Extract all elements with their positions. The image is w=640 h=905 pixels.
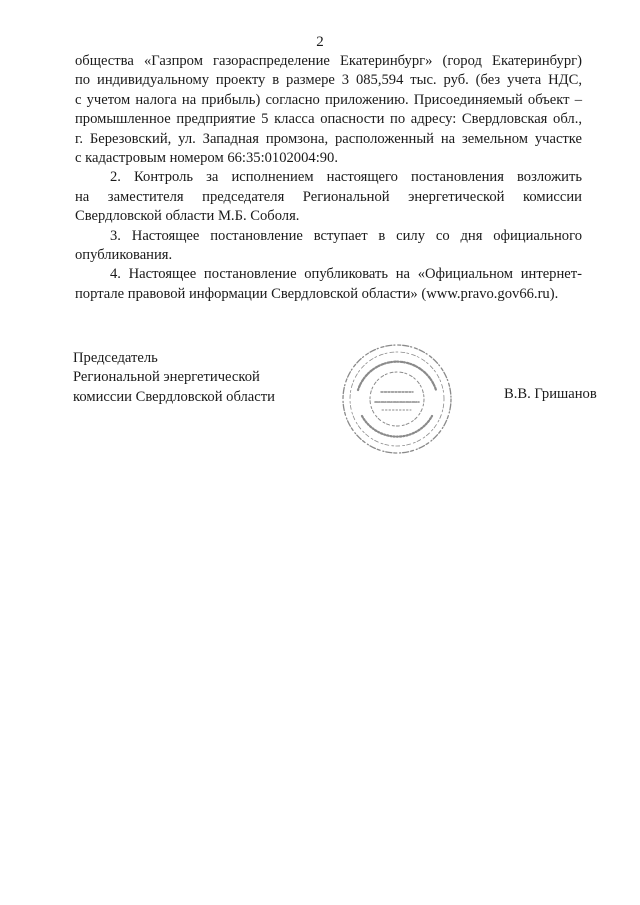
signatory-title-line: комиссии Свердловской области — [73, 388, 275, 405]
signatory-name: В.В. Гришанов — [504, 386, 597, 402]
text-line: с учетом налога на прибыль) согласно приложению. Присоединяемый объект – — [75, 91, 582, 108]
text-line: 4. Настоящее постановление опубликовать на «Официальном интернет- — [110, 266, 582, 283]
paragraph-connection-fee — [75, 52, 582, 168]
text-line: Свердловской области М.Б. Соболя. — [75, 208, 300, 225]
text-line: портале правовой информации Свердловской области» (www.pravo.gov66.ru). — [75, 285, 559, 302]
text-line: 2. Контроль за исполнением настоящего постановления возложить — [110, 169, 582, 186]
text-line: по индивидуальному проекту в размере 3 085,594 тыс. руб. (без учета НДС, — [75, 72, 582, 89]
signatory-title-line: Региональной энергетической — [73, 369, 260, 386]
signatory-title — [73, 349, 275, 407]
text-line: на заместителя председателя Региональной энергетической комиссии — [75, 188, 582, 205]
text-line: с кадастровым номером 66:35:0102004:90. — [75, 150, 338, 167]
signatory-title-line: Председатель — [73, 350, 158, 366]
text-line: г. Березовский, ул. Западная промзона, расположенный на земельном участке — [75, 130, 582, 147]
document-body — [75, 52, 582, 304]
text-line: 3. Настоящее постановление вступает в силу со дня официального — [110, 227, 582, 244]
paragraph-item-4-publish — [75, 265, 582, 304]
paragraph-item-2-control — [75, 168, 582, 226]
page-number: 2 — [316, 34, 324, 50]
text-line: промышленное предприятие 5 класса опасности по адресу: Свердловская обл., — [75, 111, 582, 128]
official-seal-stamp — [338, 340, 456, 458]
paragraph-item-3-effective — [75, 227, 582, 266]
text-line: общества «Газпром газораспределение Екатеринбург» (город Екатеринбург) — [75, 53, 582, 69]
text-line: опубликования. — [75, 247, 173, 264]
